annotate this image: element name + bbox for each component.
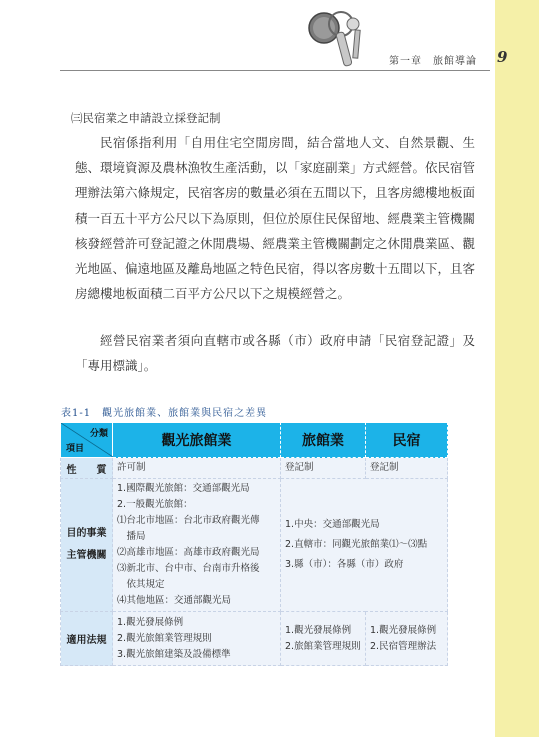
key-ring-illustration <box>296 4 378 74</box>
table-caption: 表1-1 觀光旅館業、旅館業與民宿之差異 <box>61 408 268 419</box>
row-label: 目的事業 主管機關 <box>61 479 113 612</box>
paragraph-2: 經營民宿業者須向直轄市或各縣（市）政府申請「民宿登記證」及「專用標識」。 <box>75 333 475 374</box>
column-header: 民宿 <box>366 423 448 458</box>
table-corner-header <box>61 423 113 458</box>
page-number: 9 <box>497 48 508 66</box>
table-cell: 1.觀光發展條例 2.民宿管理辦法 <box>366 612 448 666</box>
row-label: 適用法規 <box>61 612 113 666</box>
table-cell: 1.國際觀光旅館：交通部觀光局 2.一般觀光旅館： ⑴台北市地區：台北市政府觀光傳 播局 ⑵高雄市地區：高雄市政府觀光局 ⑶新北市、台中市、台南市升格後 依其規定 ⑷其他地區：交通部觀光局 <box>113 479 281 612</box>
column-header: 觀光旅館業 <box>113 423 281 458</box>
table-cell: 許可制 <box>113 458 281 479</box>
table-cell: 1.觀光發展條例 2.旅館業管理規則 <box>281 612 366 666</box>
column-header: 旅館業 <box>281 423 366 458</box>
corner-item-label: 項目 <box>66 444 85 454</box>
table-cell: 登記制 <box>366 458 448 479</box>
section-heading: ㈢民宿業之申請設立採登記制 <box>71 111 221 125</box>
header-rule <box>60 70 490 71</box>
table-cell: 登記制 <box>281 458 366 479</box>
running-header-chapter: 第一章 旅館導論 <box>389 56 477 67</box>
side-color-strip <box>495 0 539 737</box>
comparison-table <box>60 422 448 666</box>
paragraph-1: 民宿係指利用「自用住宅空閒房間，結合當地人文、自然景觀、生態、環境資源及農林漁牧生產活動，以「家庭副業」方式經營。依民宿管理辦法第六條規定，民宿客房的數量必須在五間以下，且客房總樓地板面積一百五十平方公尺以下為原則，但位於原住民保留地、經農業主管機關核發經營許可登記證之休閒農場、經農業主管機關劃定之休閒農業區、觀光地區、偏遠地區及離島地區之特色民宿，得以客房數十五間以下，且客房總樓地板面積二百平方公尺以下之規模經營之。 <box>75 135 476 302</box>
table-cell: 1.中央：交通部觀光局 2.直轄市：同觀光旅館業⑴～⑶點 3.縣（市）：各縣（市）政府 <box>281 479 448 612</box>
table-cell: 1.觀光發展條例 2.觀光旅館業管理規則 3.觀光旅館建築及設備標準 <box>113 612 281 666</box>
row-label: 性 質 <box>61 458 113 479</box>
corner-category-label: 分類 <box>89 429 108 439</box>
